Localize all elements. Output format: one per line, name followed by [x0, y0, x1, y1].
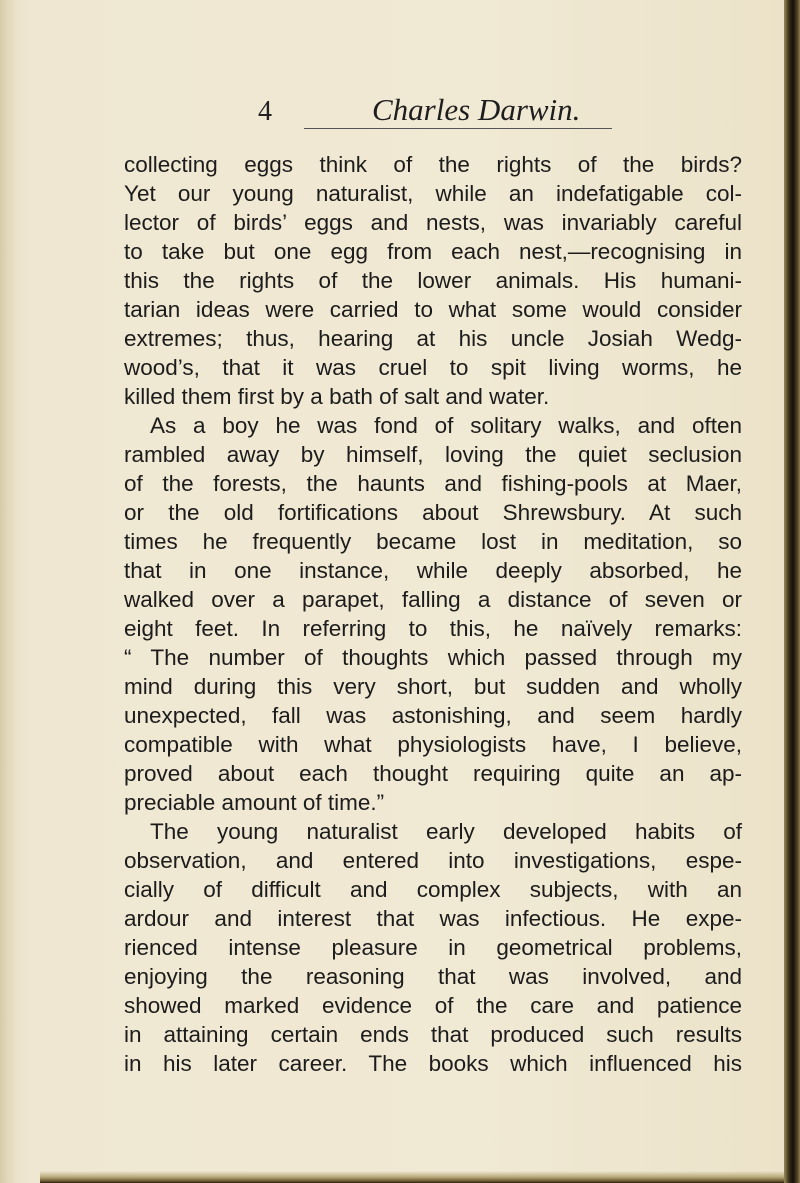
text-line: in his later career. The books which influenced his — [124, 1051, 742, 1076]
text-line: cially of difficult and complex subjects, with an — [124, 877, 742, 902]
text-line: unexpected, fall was astonishing, and seem hardly — [124, 703, 742, 728]
text-line: observation, and entered into investigations, espe- — [124, 848, 742, 873]
text-line: As a boy he was fond of solitary walks, and often — [150, 413, 742, 438]
text-line: rambled away by himself, loving the quiet seclusion — [124, 442, 742, 467]
text-line: preciable amount of time.” — [124, 790, 385, 815]
page-bottom-edge — [40, 1171, 784, 1183]
text-line: of the forests, the haunts and fishing-pools at Maer, — [124, 471, 742, 496]
text-line: showed marked evidence of the care and patience — [124, 993, 742, 1018]
text-line: times he frequently became lost in meditation, so — [124, 529, 742, 554]
text-line: mind during this very short, but sudden and wholly — [124, 674, 742, 699]
text-line: Yet our young naturalist, while an indefatigable col- — [124, 181, 742, 206]
text-line: tarian ideas were carried to what some would consider — [124, 297, 742, 322]
text-line: that in one instance, while deeply absorbed, he — [124, 558, 742, 583]
text-line: enjoying the reasoning that was involved, and — [124, 964, 742, 989]
page-number: 4 — [258, 96, 272, 127]
text-line: extremes; thus, hearing at his uncle Josiah Wedg- — [124, 326, 742, 351]
text-line: proved about each thought requiring quite an ap- — [124, 761, 742, 786]
text-line: lector of birds’ eggs and nests, was invariably careful — [124, 210, 742, 235]
page-left-edge — [0, 0, 16, 1183]
text-line: wood’s, that it was cruel to spit living worms, he — [124, 355, 742, 380]
text-line: The young naturalist early developed habits of — [150, 819, 742, 844]
running-head: Charles Darwin. — [372, 92, 581, 127]
body-text — [124, 150, 742, 1078]
text-line: in attaining certain ends that produced such results — [124, 1022, 742, 1047]
text-line: rienced intense pleasure in geometrical problems, — [124, 935, 742, 960]
page-header — [0, 92, 800, 132]
page-binding-edge — [784, 0, 800, 1183]
text-line: “ The number of thoughts which passed through my — [124, 645, 742, 670]
text-line: to take but one egg from each nest,—recognising in — [124, 239, 742, 264]
text-line: this the rights of the lower animals. His humani- — [124, 268, 742, 293]
text-line: ardour and interest that was infectious. He expe- — [124, 906, 742, 931]
text-line: collecting eggs think of the rights of the birds? — [124, 152, 742, 177]
text-line: or the old fortifications about Shrewsbury. At such — [124, 500, 742, 525]
header-rule — [304, 128, 612, 129]
text-line: killed them first by a bath of salt and water. — [124, 384, 550, 409]
text-line: eight feet. In referring to this, he naïvely remarks: — [124, 616, 742, 641]
text-line: walked over a parapet, falling a distance of seven or — [124, 587, 742, 612]
text-line: compatible with what physiologists have, I believe, — [124, 732, 742, 757]
